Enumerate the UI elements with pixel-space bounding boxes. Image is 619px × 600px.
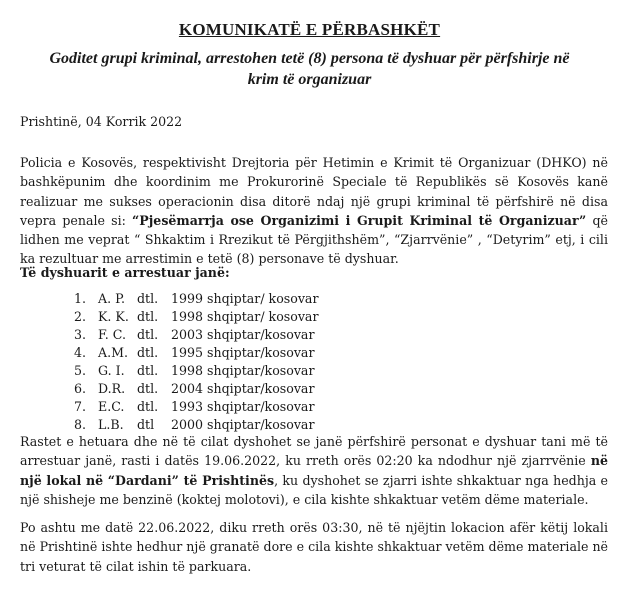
location-name: në një lokal në “Dardani” të Prishtinës xyxy=(20,453,608,488)
suspects-heading: Të dyshuarit e arrestuar janë: xyxy=(20,265,230,280)
charge-name: “Pjesëmarrja ose Organizimi i Grupit Kriminal të Organizuar” xyxy=(132,212,587,228)
paragraph-grenade: Po ashtu me datë 22.06.2022, diku rreth orës 03:30, në të njëjtin lokacion afër këtij lokali në Prishtinë ishte hedhur një granatë dore e cila kishte shkaktuar vetëm dëme materiale në tri veturat të cilat ishin të parkuara. xyxy=(20,520,609,574)
suspect-nationality: shqiptar/kosovar xyxy=(207,381,315,396)
suspect-dtl: dtl. xyxy=(137,381,159,396)
suspect-number: 4. xyxy=(74,345,87,360)
suspect-initials: A.M. xyxy=(98,345,128,360)
suspect-initials: K. K. xyxy=(98,309,129,324)
document-title: KOMUNIKATË E PËRBASHKËT xyxy=(178,20,441,39)
date-line: Prishtinë, 04 Korrik 2022 xyxy=(20,114,183,129)
suspect-initials: F. C. xyxy=(98,327,126,342)
paragraph-operation xyxy=(20,153,608,269)
suspect-birth-year: 2003 xyxy=(171,327,204,342)
suspect-nationality: shqiptar/ kosovar xyxy=(207,309,319,324)
suspect-birth-year: 1998 xyxy=(171,309,204,324)
suspect-birth-year: 2004 xyxy=(171,381,204,396)
paragraph-text: që lidhen me veprat “ Shkaktim i Rrezikut të Përgjithshëm”, “Zjarrvënie” , “Detyrim” etj, i cili ka rezultuar me arrestimin e tetë (8) personave të dyshuar. xyxy=(20,212,608,267)
paragraph-text: Policia e Kosovës, respektivisht Drejtoria për Hetimin e Krimit të Organizuar (DHKO) në bashkëpunim dhe koordinim me Prokurorinë Speciale të Republikës së Kosovës kanë realizuar me sukses operacionin disa ditorë ndaj një grupi kriminal të përfshirë në disa vepra penale si: xyxy=(20,155,608,228)
suspect-nationality: shqiptar/kosovar xyxy=(207,417,315,432)
suspect-number: 8. xyxy=(74,417,87,432)
suspect-initials: A. P. xyxy=(98,291,126,306)
suspect-birth-year: 2000 xyxy=(171,417,204,432)
suspect-dtl: dtl. xyxy=(137,399,159,414)
suspect-dtl: dtl. xyxy=(137,363,159,378)
suspect-birth-year: 1999 xyxy=(171,291,204,306)
suspect-initials: D.R. xyxy=(98,381,126,396)
suspect-nationality: shqiptar/kosovar xyxy=(207,363,315,378)
suspect-initials: E.C. xyxy=(98,399,125,414)
suspect-dtl: dtl. xyxy=(137,309,159,324)
paragraph-text: , ku dyshohet se zjarri ishte shkaktuar nga hedhja e një shisheje me benzinë (koktej molotovi), e cila kishte shkaktuar vetëm dëme materiale. xyxy=(20,472,608,507)
suspect-number: 7. xyxy=(74,399,87,414)
suspect-dtl: dtl. xyxy=(137,345,159,360)
suspect-nationality: shqiptar/kosovar xyxy=(207,327,315,342)
suspect-number: 5. xyxy=(74,363,87,378)
suspect-number: 6. xyxy=(74,381,87,396)
document-subtitle: Goditet grupi kriminal, arrestohen tetë (8) persona të dyshuar për përfshirje në krim të organizuar xyxy=(49,50,570,88)
suspect-birth-year: 1993 xyxy=(171,399,204,414)
suspect-dtl: dtl. xyxy=(137,291,159,306)
suspect-number: 1. xyxy=(74,291,87,306)
suspect-dtl: dtl. xyxy=(137,327,159,342)
suspect-initials: L.B. xyxy=(98,417,124,432)
suspect-nationality: shqiptar/kosovar xyxy=(207,345,315,360)
paragraph-cases xyxy=(20,432,608,509)
suspect-nationality: shqiptar/kosovar xyxy=(207,399,315,414)
suspect-dtl: dtl xyxy=(137,417,155,432)
suspect-initials: G. I. xyxy=(98,363,125,378)
suspect-birth-year: 1995 xyxy=(171,345,204,360)
suspect-birth-year: 1998 xyxy=(171,363,204,378)
suspect-number: 3. xyxy=(74,327,87,342)
paragraph-text: Rastet e hetuara dhe në të cilat dyshohet se janë përfshirë personat e dyshuar tani më të arrestuar janë, rasti i datës 19.06.2022, ku rreth orës 02:20 ka ndodhur një zjarrvënie xyxy=(20,434,608,469)
suspect-number: 2. xyxy=(74,309,87,324)
suspect-nationality: shqiptar/ kosovar xyxy=(207,291,319,306)
